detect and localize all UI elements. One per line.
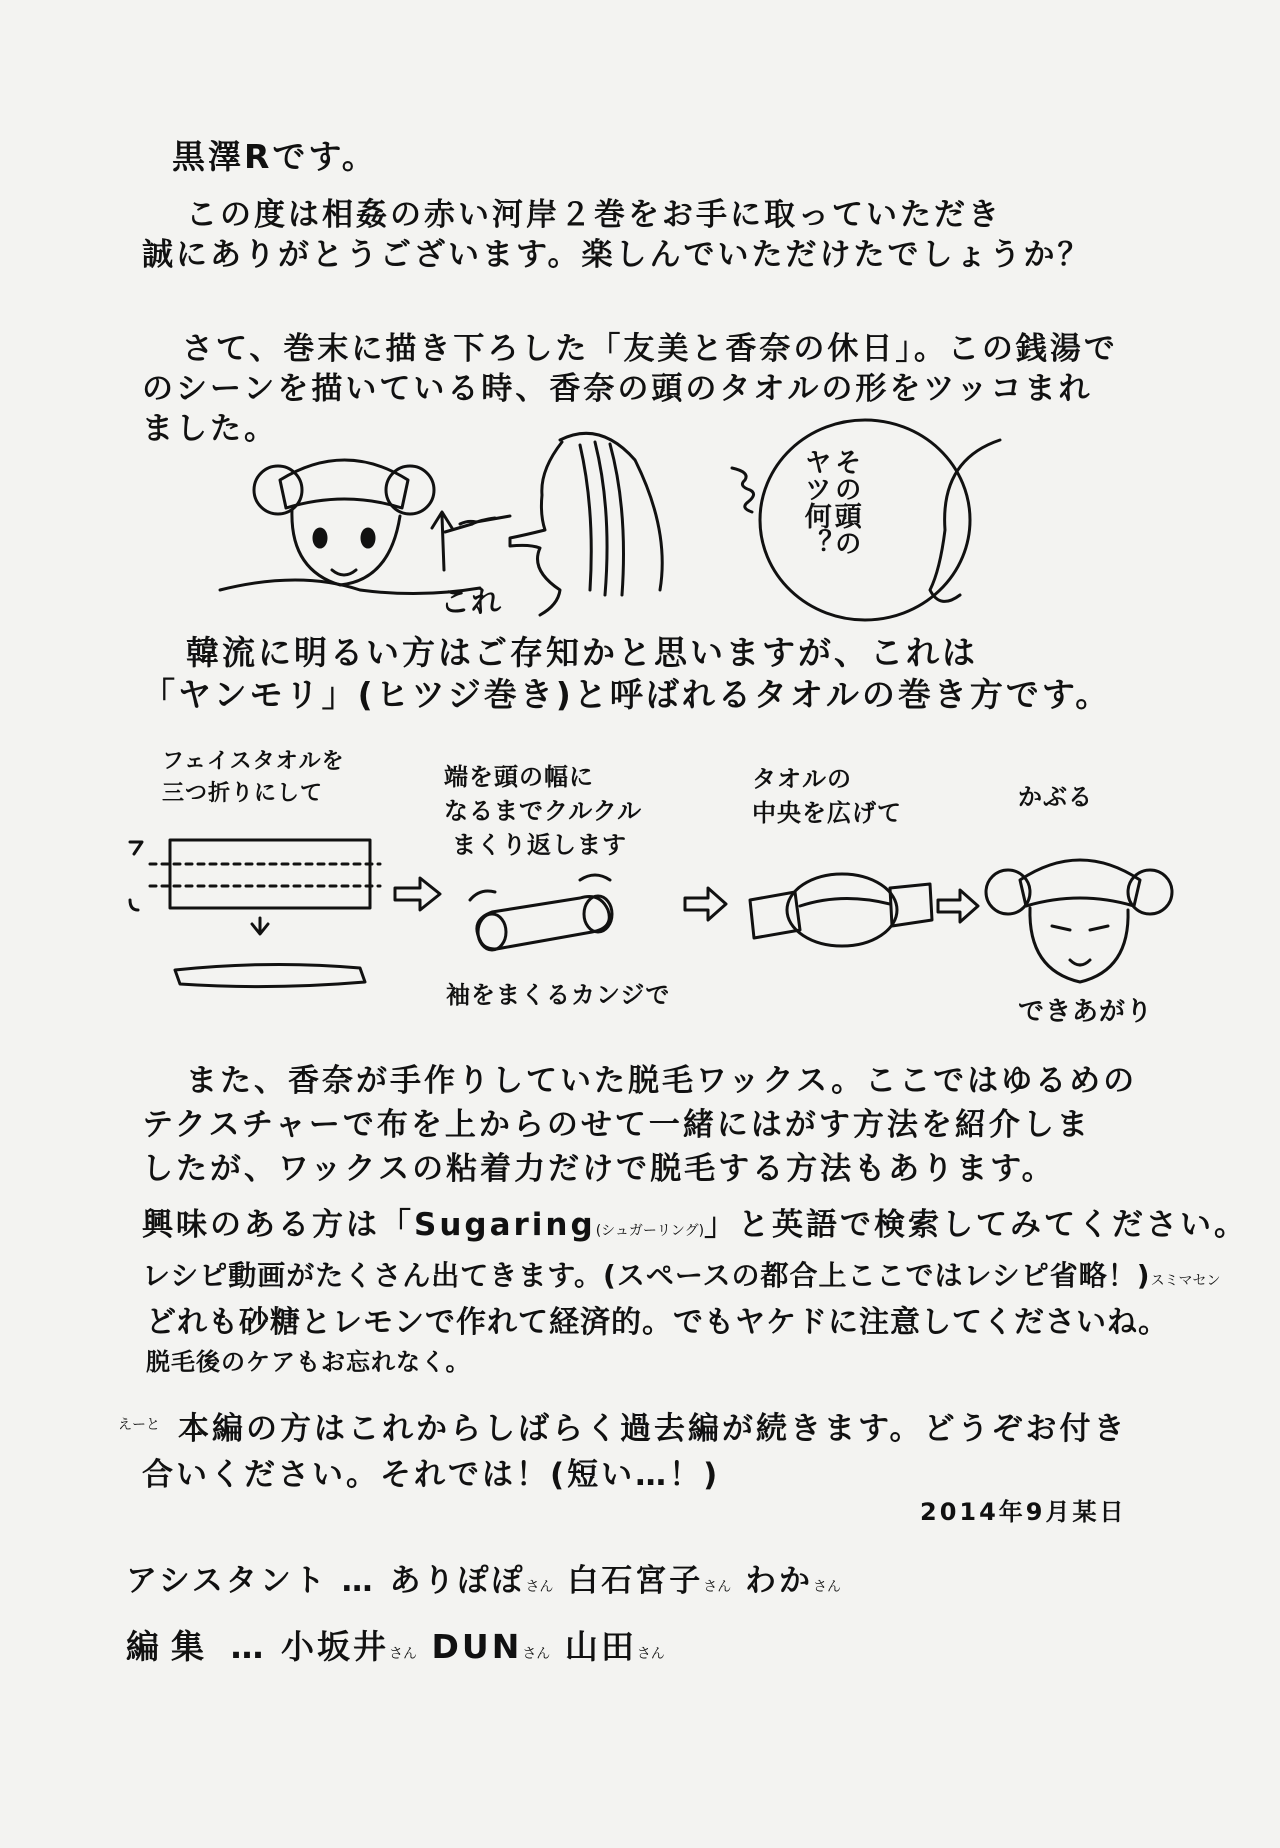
para3-line-7: 脱毛後のケアもお忘れなく。 — [146, 1348, 471, 1376]
step1-line-1: フェイスタオルを — [162, 749, 345, 774]
arrow-right-icon-3 — [938, 890, 978, 922]
step2-line-3: まくり返します — [452, 831, 627, 859]
greeting: 黒澤Rです。 — [172, 137, 378, 176]
para3-line-4a: 興味のある方は「Sugaring — [142, 1207, 596, 1243]
step2-line-1: 端を頭の幅に — [444, 763, 594, 791]
arrow-right-icon — [395, 878, 440, 910]
para2-line-1: 韓流に明るい方はご存知かと思いますが、これは — [186, 633, 978, 672]
assistant-suffix-1: さん — [525, 1579, 554, 1595]
step1-line-2: 三つ折りにして — [162, 781, 324, 806]
step3-line-2: 中央を広げて — [752, 799, 902, 827]
step3-line-1: タオルの — [752, 765, 852, 793]
editor-credit — [126, 1627, 665, 1666]
speech-bubble — [760, 420, 970, 620]
para3-line-6: どれも砂糖とレモンで作れて経済的。でもヤケドに注意してくださいね。 — [146, 1305, 1169, 1340]
bubble-col-2: ヤツ何？ — [799, 448, 831, 556]
para3-line-4b: 」と英語で検索してみてください。 — [704, 1207, 1249, 1243]
assistant-name-2: 白石宮子 — [567, 1563, 704, 1599]
opened-towel-icon — [750, 892, 800, 938]
step2-line-2: なるまでクルクル — [444, 797, 643, 825]
towel-question-illustration — [240, 420, 1020, 630]
step4-top: かぶる — [1018, 783, 1093, 811]
para1-line-3: ました。 — [142, 411, 278, 447]
step4-bottom: できあがり — [1018, 997, 1154, 1027]
assistant-suffix-3: さん — [813, 1579, 842, 1595]
para3-line-1: また、香奈が手作りしていた脱毛ワックス。ここではゆるめの — [186, 1063, 1138, 1099]
assistant-label: アシスタント — [126, 1563, 328, 1599]
editor-suffix-2: さん — [522, 1646, 551, 1662]
rolled-towel-icon — [477, 897, 609, 950]
para3-line-5a: レシピ動画がたくさん出てきます。(スペースの都合上ここではレシピ省略！) — [142, 1259, 1151, 1292]
para4-line-2: 合いください。それでは！(短い…！) — [142, 1457, 721, 1493]
intro-line-1: この度は相姦の赤い河岸２巻をお手に取っていただき — [186, 197, 1002, 233]
para2-line-2: 「ヤンモリ」(ヒツジ巻き)と呼ばれるタオルの巻き方です。 — [142, 675, 1112, 714]
para3-line-4 — [142, 1207, 1249, 1243]
step2-note: 袖をまくるカンジで — [446, 981, 671, 1009]
assistant-dots: … — [341, 1563, 376, 1599]
assistant-name-1: ありぽぽ — [389, 1563, 526, 1599]
para3-line-2: テクスチャーで布を上からのせて一緒にはがす方法を紹介しま — [142, 1107, 1091, 1143]
intro-line-2: 誠にありがとうございます。楽しんでいただけたでしょうか？ — [142, 237, 1092, 273]
editor-suffix-3: さん — [636, 1646, 665, 1662]
tri-fold-towel-icon — [175, 964, 365, 986]
arrow-label: これ — [440, 585, 502, 620]
editor-name-3: 山田 — [564, 1627, 637, 1666]
para1-line-2: のシーンを描いている時、香奈の頭のタオルの形をツッコまれ — [142, 371, 1093, 407]
para3-line-3: したが、ワックスの粘着力だけで脱毛する方法もあります。 — [142, 1151, 1056, 1187]
editor-suffix-1: さん — [389, 1646, 417, 1662]
editor-dots: … — [230, 1627, 267, 1666]
bubble-col-1: その頭の — [829, 448, 861, 556]
para4-line-1: 本編の方はこれからしばらく過去編が続きます。どうぞお付き — [178, 1411, 1128, 1447]
assistant-name-3: わか — [745, 1563, 814, 1599]
assistant-credit — [126, 1563, 842, 1599]
para3-line-5 — [142, 1259, 1221, 1292]
para1-line-1: さて、巻末に描き下ろした「友美と香奈の休日」。この銭湯で — [182, 331, 1118, 367]
face-towel-icon — [170, 840, 370, 908]
date: 2014年9月某日 — [920, 1498, 1127, 1526]
assistant-suffix-2: さん — [703, 1579, 732, 1595]
sumimasen-note: スミマセン — [1150, 1273, 1221, 1289]
editor-name-1: 小坂井 — [281, 1627, 389, 1666]
editor-name-2: DUN — [431, 1627, 523, 1666]
arrow-right-icon-2 — [685, 888, 726, 920]
towel-steps-illustration — [120, 820, 1180, 1010]
sugaring-ruby: (シュガーリング) — [595, 1223, 705, 1239]
para4-prefix: えーと — [118, 1417, 160, 1433]
editor-label: 編集 — [126, 1627, 216, 1666]
